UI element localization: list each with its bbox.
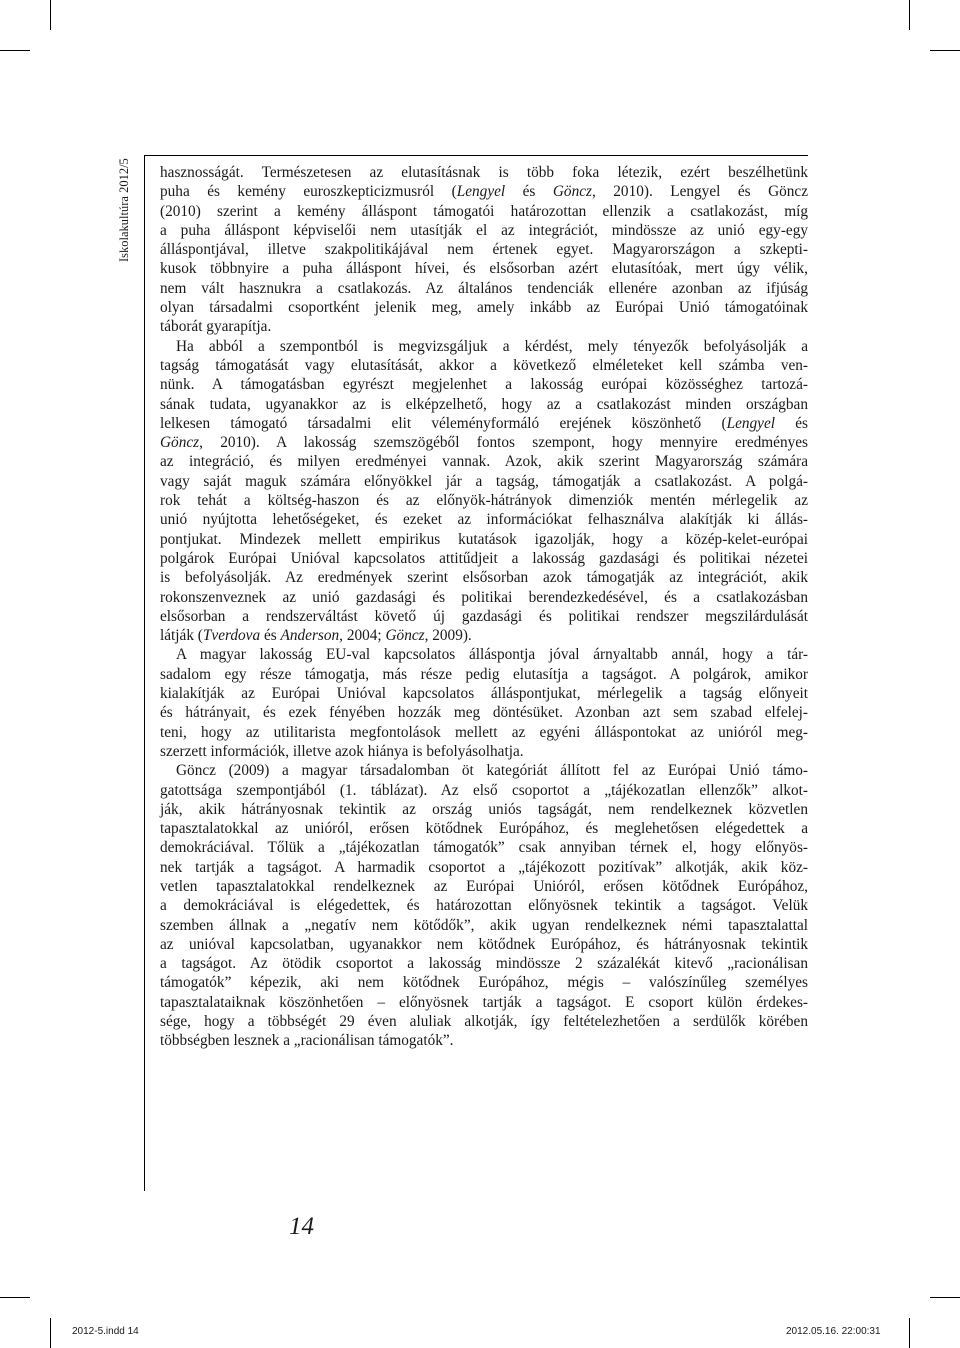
- text-line: [160, 838, 808, 857]
- footer-file-label: 2012-5.indd 14: [72, 1326, 139, 1337]
- header-rule: [144, 155, 808, 156]
- text-run: hasznosságát. Természetesen az elutasításnak is több foka létezik, ezért beszélhetünk: [160, 164, 808, 181]
- text-run: rokonszenveznek az unió gazdasági és politikai berendezkedésével, és a csatlakozásban: [160, 588, 808, 606]
- text-run: a puha álláspont képviselői nem utasítják el az integrációt, mindössze az unió egy-egy: [160, 221, 808, 239]
- text-line: [160, 163, 808, 182]
- paragraph: [160, 645, 808, 761]
- crop-mark: [930, 50, 960, 51]
- citation-author: Anderson: [280, 627, 340, 645]
- text-line: [160, 607, 808, 626]
- crop-mark: [50, 1318, 51, 1348]
- text-run: , 2009).: [424, 627, 472, 645]
- crop-mark: [0, 1297, 30, 1298]
- sidebar-rule: [144, 155, 145, 1191]
- text-line: [160, 954, 808, 973]
- text-line: [160, 259, 808, 278]
- text-run: támogatók” képezik, aki nem kötődnek Európához, mégis – valószínűleg személyes: [160, 974, 808, 992]
- citation-author: Lengyel: [456, 183, 506, 201]
- crop-mark: [909, 1318, 910, 1348]
- text-line: [160, 452, 808, 471]
- text-line: [160, 298, 808, 317]
- text-line: [160, 568, 808, 587]
- citation-author: Göncz: [160, 434, 200, 452]
- text-run: sadalom egy része támogatja, más része pedig elutasítja a tagságot. A polgárok, amikor: [160, 665, 808, 683]
- text-run: a demokráciával is elégedettek, és határozottan előnyösnek tekintik a tagságot. Velük: [160, 897, 808, 915]
- text-line: [160, 858, 808, 877]
- text-run: demokráciával. Tőlük a „tájékozatlan támogatók” csak annyiban térnek el, hogy előnyös-: [160, 839, 808, 857]
- text-line: [160, 588, 808, 607]
- text-run: polgárok Európai Unióval kapcsolatos attitűdjeit a lakosság gazdasági és politikai nézetei: [160, 549, 808, 567]
- text-run: nek tartják a tagságot. A harmadik csoportot a „tájékozott pozitívak” alkotják, akik köz-: [160, 858, 808, 876]
- text-run: Göncz (2009) a magyar társadalomban öt kategóriát állított fel az Európai Unió támo-: [176, 762, 808, 780]
- text-run: gatottsága szempontjából (1. táblázat). Az első csoportot a „tájékozatlan ellenzők” alkot-: [160, 781, 808, 799]
- text-run: puha és kemény euroszkepticizmusról (: [160, 183, 457, 201]
- text-run: A magyar lakosság EU-val kapcsolatos álláspontja jóval árnyaltabb annál, hogy a tár-: [176, 646, 808, 664]
- text-run: nem vált hasznukra a csatlakozás. Az általános tendenciák ellenére azonban az ifjúság: [160, 279, 808, 297]
- crop-mark: [0, 50, 30, 51]
- paragraph: [160, 761, 808, 1050]
- text-line: [160, 896, 808, 915]
- citation-author: Göncz: [385, 627, 425, 645]
- text-line: [160, 916, 808, 935]
- text-line: [160, 1012, 808, 1031]
- text-line: [160, 935, 808, 954]
- text-line: [160, 375, 808, 394]
- text-line: [160, 626, 808, 645]
- text-run: sége, hogy a többségét 29 éven aluliak alkotják, így feltételezhetően a serdülők körében: [160, 1013, 808, 1031]
- text-run: nünk. A támogatásban egyrészt megjelenhet a lakosság európai közösséghez tartozá-: [160, 376, 808, 394]
- text-run: teni, hogy az utilitarista megfontolások mellett az egyéni álláspontokat az unióról meg-: [160, 723, 808, 741]
- paragraph: [160, 337, 808, 646]
- text-run: szerzett információk, illetve azok hiánya is befolyásolhatja.: [160, 742, 524, 760]
- text-run: többségben lesznek a „racionálisan támogatók”.: [160, 1032, 454, 1050]
- text-run: is befolyásolják. Az eredmények szerint elsősorban azok támogatják az integrációt, akik: [160, 569, 808, 587]
- text-run: vagy saját maguk számára előnyökkel jár a tagság, támogatják a csatlakozást. A polgá-: [160, 472, 808, 490]
- text-run: és: [775, 414, 809, 432]
- text-line: [160, 433, 808, 452]
- text-line: [160, 356, 808, 375]
- text-run: lelkesen támogató társadalmi elit véleményformáló erejének köszönhető (: [160, 414, 727, 432]
- text-line: [160, 549, 808, 568]
- text-run: vetlen tapasztalatokkal rendelkeznek az Európai Unióról, erősen kötődnek Európához,: [160, 877, 808, 895]
- text-line: [160, 337, 808, 356]
- text-line: [160, 993, 808, 1012]
- text-line: [160, 510, 808, 529]
- text-run: látják (: [160, 627, 203, 645]
- text-line: [160, 395, 808, 414]
- text-line: [160, 800, 808, 819]
- text-run: unió nyújtotta lehetőségeket, és ezeket az információkat felhasználva alakítják ki állás-: [160, 511, 808, 529]
- text-line: [160, 240, 808, 259]
- text-line: [160, 703, 808, 722]
- crop-mark: [909, 0, 910, 30]
- text-run: álláspontjával, illetve szakpolitikájával nem értenek egyet. Magyarországon a szkepti-: [160, 241, 808, 259]
- article-body: [160, 163, 808, 1051]
- text-run: , 2010). A lakosság szemszögéből fontos szempont, hogy mennyire eredményes: [199, 434, 808, 452]
- text-line: [160, 279, 808, 298]
- text-line: [160, 973, 808, 992]
- text-run: , 2004;: [339, 627, 386, 645]
- text-line: [160, 877, 808, 896]
- crop-mark: [930, 1297, 960, 1298]
- paragraph: [160, 163, 808, 337]
- text-line: [160, 472, 808, 491]
- text-run: pontjukat. Mindezek mellett empirikus kutatások igazolják, hogy a közép-kelet-európai: [160, 530, 808, 548]
- crop-mark: [50, 0, 51, 30]
- text-run: rok tehát a költség-haszon és az előnyök-hátrányok dimenziók mentén mérlegelik az: [160, 492, 808, 510]
- text-run: az unióval kapcsolatban, ugyanakkor nem kötődnek Európához, és hátrányosnak tekintik: [160, 935, 808, 953]
- page-number: 14: [289, 1213, 314, 1240]
- text-run: és: [505, 183, 553, 201]
- text-run: táborát gyarapítja.: [160, 318, 272, 336]
- text-run: Ha abból a szempontból is megvizsgáljuk a kérdést, mely tényezők befolyásolják a: [176, 337, 808, 355]
- text-run: tapasztalatokkal az unióról, erősen kötődnek Európához, és meglehetősen elégedettek a: [160, 820, 808, 838]
- text-run: és hátrányait, és ezek fényében hozzák meg döntésüket. Azonban azt sem szabad elfelej-: [160, 704, 808, 722]
- text-run: a tagságot. Az ötödik csoportot a lakosság mindössze 2 százalékát kitevő „racionálisan: [160, 955, 808, 973]
- text-line: [160, 221, 808, 240]
- citation-author: Tverdova: [202, 627, 261, 645]
- citation-author: Göncz: [552, 183, 592, 201]
- text-line: [160, 414, 808, 433]
- text-run: (2010) szerint a kemény álláspont támogatói határozottan ellenzik a csatlakozást, míg: [160, 202, 808, 220]
- text-line: [160, 742, 808, 761]
- citation-author: Lengyel: [726, 414, 775, 432]
- text-run: olyan társadalmi csoportként jelenik meg, amely inkább az Európai Unió támogatóinak: [160, 299, 808, 317]
- text-run: ják, akik hátrányosnak tekintik az ország uniós tagságát, nem rendelkeznek közvetlen: [160, 800, 808, 818]
- text-run: elsősorban a rendszerváltást követő új gazdasági és politikai rendszer megszilárdulását: [160, 607, 808, 625]
- text-run: szemben állnak a „negatív nem kötődők”, akik ugyan rendelkeznek némi tapasztalattal: [160, 916, 808, 934]
- text-run: sának tudata, ugyanakkor az is elképzelhető, hogy az a csatlakozást minden országban: [160, 395, 808, 413]
- text-line: [160, 761, 808, 780]
- text-line: [160, 202, 808, 221]
- text-line: [160, 819, 808, 838]
- text-line: [160, 645, 808, 664]
- text-line: [160, 182, 808, 201]
- text-line: [160, 781, 808, 800]
- text-line: [160, 1031, 808, 1050]
- journal-label: Iskolakultúra 2012/5: [117, 158, 131, 262]
- text-line: [160, 530, 808, 549]
- footer-timestamp: 2012.05.16. 22:00:31: [786, 1326, 881, 1337]
- text-run: és: [260, 627, 281, 645]
- text-line: [160, 723, 808, 742]
- text-run: tagság támogatását vagy elutasítását, akkor a következő elméleteket kell számba ven-: [160, 356, 808, 374]
- text-run: , 2010). Lengyel és Göncz: [591, 183, 808, 201]
- text-run: kusok többnyire a puha álláspont hívei, és elsősorban azért elutasítóak, mert úgy vélik,: [160, 260, 808, 278]
- text-line: [160, 684, 808, 703]
- text-line: [160, 491, 808, 510]
- text-run: kialakítják az Európai Unióval kapcsolatos álláspontjukat, mérlegelik a tagság előnyeit: [160, 685, 808, 703]
- text-line: [160, 317, 808, 336]
- text-line: [160, 665, 808, 684]
- text-run: tapasztalataiknak köszönhetően – előnyösnek tartják a tagságot. E csoport külön érdekes-: [160, 993, 808, 1011]
- text-run: az integráció, és milyen eredményei vannak. Azok, akik szerint Magyarország számára: [160, 453, 808, 471]
